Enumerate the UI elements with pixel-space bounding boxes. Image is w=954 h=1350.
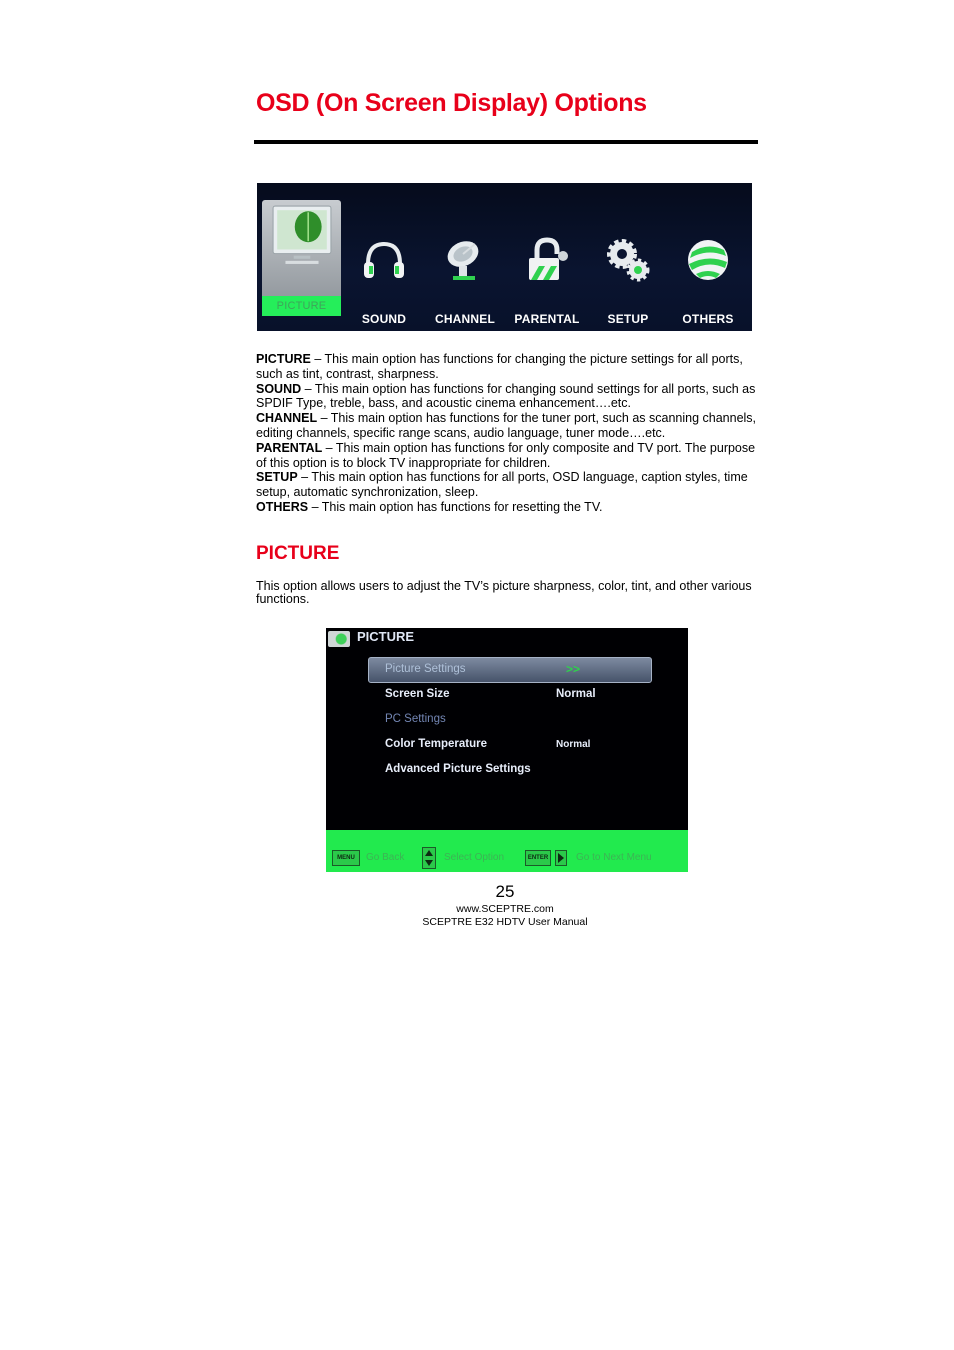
description-term: PARENTAL bbox=[256, 440, 323, 455]
enter-key: ENTER bbox=[525, 850, 551, 866]
menu-item-parental bbox=[507, 201, 587, 326]
headphones-icon bbox=[360, 236, 408, 284]
footer-website: www.SCEPTRE.com bbox=[456, 903, 554, 915]
menu-label: OTHERS bbox=[682, 312, 734, 326]
padlock-icon bbox=[523, 236, 571, 284]
description-text: – This main option has functions for resetting the TV. bbox=[308, 499, 603, 514]
satellite-dish-icon bbox=[441, 236, 489, 284]
description-setup bbox=[256, 470, 758, 500]
osd-footer bbox=[326, 830, 688, 872]
menu-label: SOUND bbox=[361, 312, 407, 326]
menu-item-setup bbox=[588, 201, 668, 326]
page-number: 25 bbox=[495, 882, 515, 901]
osd-picture-menu-image bbox=[326, 628, 688, 872]
description-text: – This main option has functions for changing the picture settings for all ports, such as tint, contrast, sharpness. bbox=[256, 352, 743, 381]
description-text: – This main option has functions for only composite and TV port. The purpose of this option is to block TV inappropriate for children. bbox=[256, 440, 756, 470]
osd-row-value: Normal bbox=[556, 739, 591, 750]
menu-item-sound bbox=[344, 201, 424, 326]
description-term: SETUP bbox=[256, 470, 298, 485]
menu-item-others bbox=[668, 201, 748, 326]
description-term: OTHERS bbox=[256, 499, 309, 514]
osd-row-label: Color Temperature bbox=[385, 738, 488, 750]
menu-label: PARENTAL bbox=[514, 312, 580, 326]
tv-leaf-icon bbox=[267, 204, 337, 266]
page-title: OSD (On Screen Display) Options bbox=[256, 89, 647, 117]
menu-label: CHANNEL bbox=[434, 312, 496, 326]
osd-header-title: PICTURE bbox=[357, 629, 415, 644]
description-term: CHANNEL bbox=[256, 411, 318, 426]
title-divider bbox=[254, 140, 758, 144]
osd-row-label-disabled: PC Settings bbox=[385, 713, 446, 725]
options-description bbox=[256, 352, 758, 515]
menu-label: PICTURE bbox=[262, 296, 341, 316]
menu-item-picture bbox=[262, 200, 341, 316]
osd-header bbox=[326, 628, 688, 650]
description-text: – This main option has functions for changing sound settings for all ports, such as SPDIF Type, treble, bass, and acoustic cinema enhancement….etc. bbox=[256, 381, 756, 411]
description-text: – This main option has functions for the tuner port, such as scanning channels, editing channels, specific range scans, audio language, tuner mode….etc. bbox=[256, 411, 757, 440]
description-others bbox=[256, 500, 758, 515]
description-parental bbox=[256, 441, 758, 471]
select-option-hint: Select Option bbox=[444, 852, 505, 863]
description-term: PICTURE bbox=[256, 352, 311, 366]
menu-item-channel bbox=[425, 201, 505, 326]
menu-key: MENU bbox=[332, 850, 360, 866]
up-down-arrow-icon bbox=[422, 847, 436, 869]
go-back-hint: Go Back bbox=[366, 852, 405, 863]
section-heading: PICTURE bbox=[256, 543, 340, 564]
next-menu-hint: Go to Next Menu bbox=[576, 852, 652, 863]
osd-row-value: >> bbox=[566, 662, 581, 676]
osd-row-label: Screen Size bbox=[385, 688, 450, 700]
right-arrow-icon bbox=[555, 850, 567, 866]
section-intro: This option allows users to adjust the TV’s picture sharpness, color, tint, and other various functions. bbox=[256, 579, 752, 606]
osd-row-highlighted bbox=[368, 657, 652, 683]
striped-ball-icon bbox=[684, 236, 732, 284]
description-channel bbox=[256, 411, 758, 441]
description-sound bbox=[256, 382, 758, 412]
osd-main-menu-image bbox=[257, 183, 752, 331]
gears-icon bbox=[604, 236, 652, 284]
description-picture bbox=[256, 352, 758, 382]
osd-row-label: Picture Settings bbox=[385, 663, 466, 675]
footer-manual-title: SCEPTRE E32 HDTV User Manual bbox=[422, 916, 588, 928]
osd-row-label: Advanced Picture Settings bbox=[385, 763, 531, 775]
osd-row-value: Normal bbox=[556, 688, 596, 700]
picture-icon bbox=[328, 631, 350, 647]
description-term: SOUND bbox=[256, 381, 302, 396]
menu-label: SETUP bbox=[607, 312, 649, 326]
description-text: – This main option has functions for all ports, OSD language, caption styles, time setup, automatic synchronization, sleep. bbox=[256, 470, 748, 500]
